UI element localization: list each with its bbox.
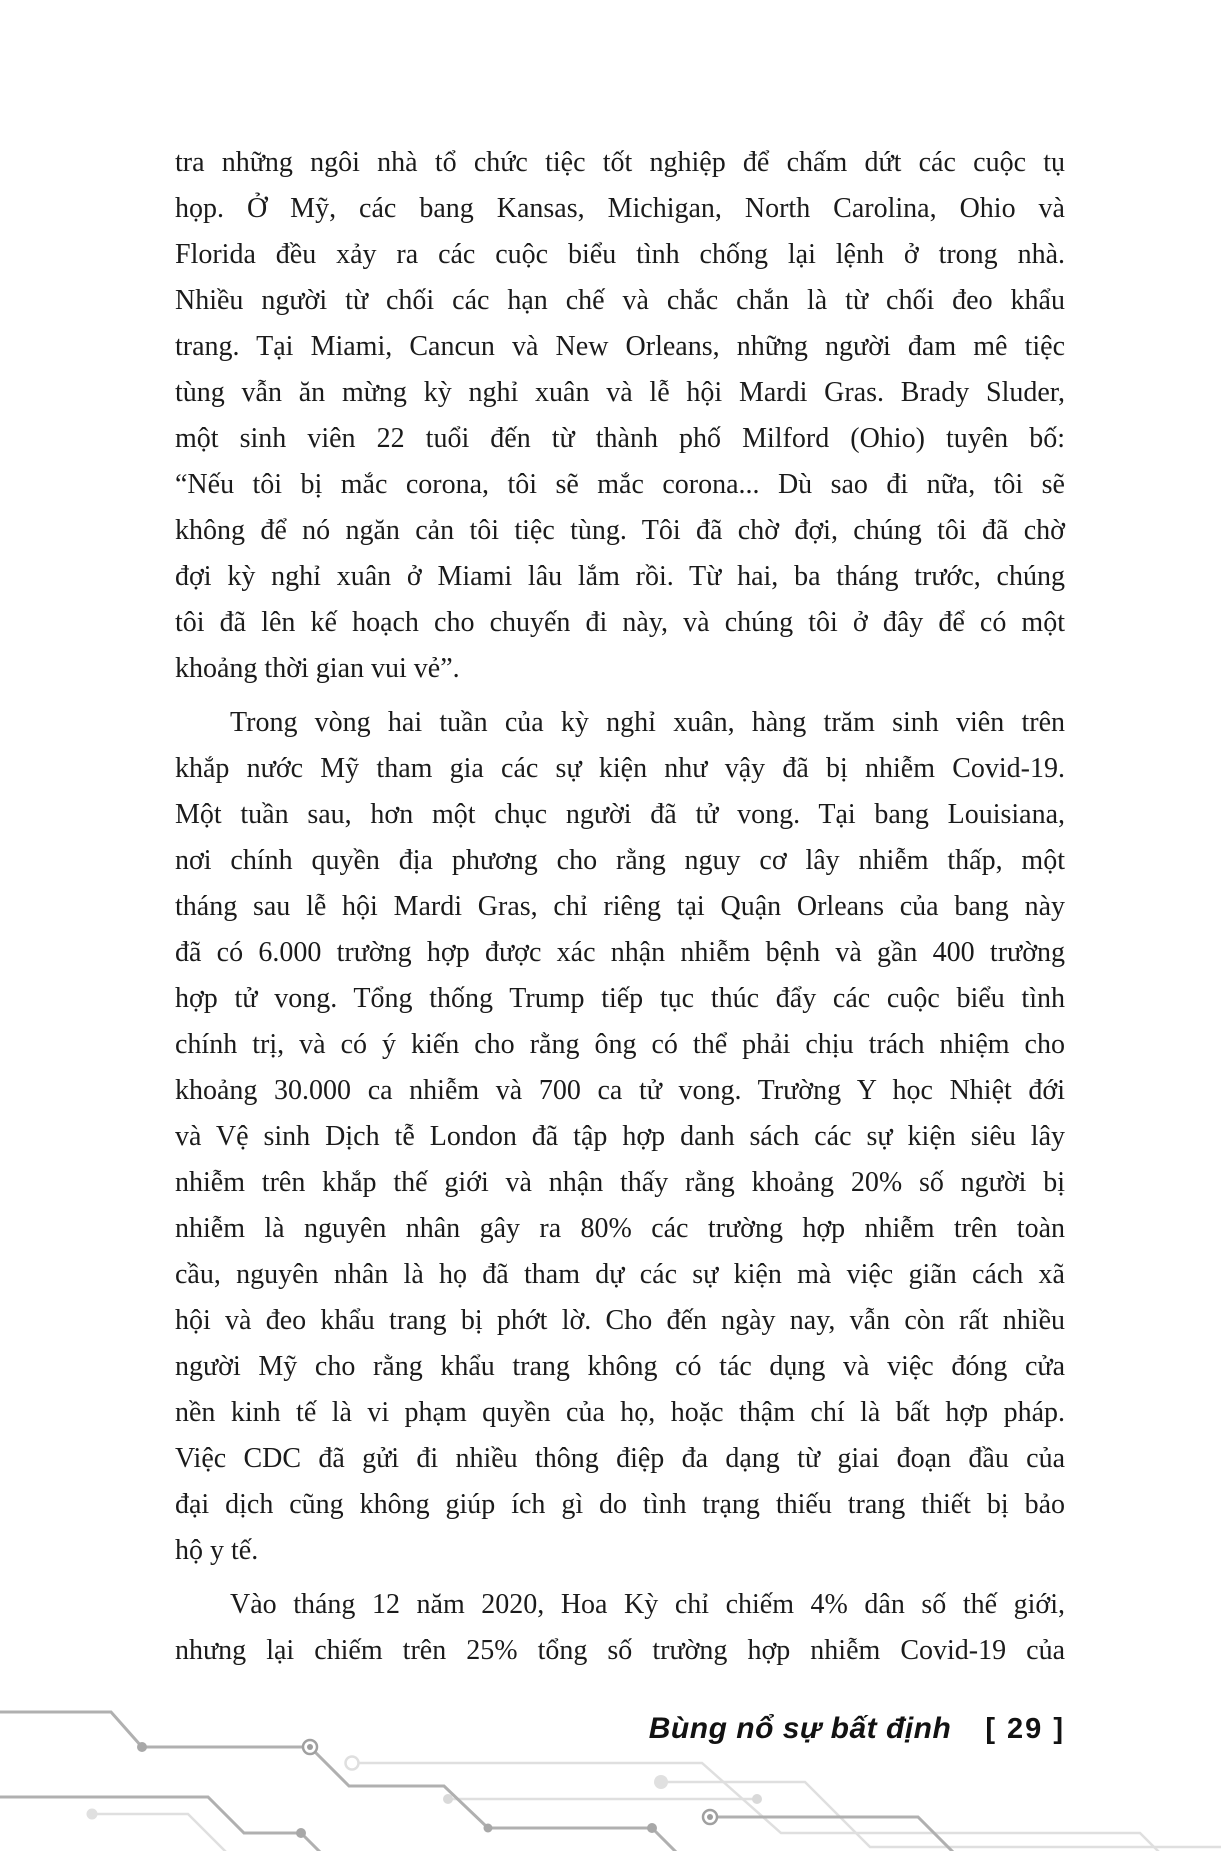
text-line-content: một sinh viên 22 tuổi đến từ thành phố Milford (Ohio) tuyên bố: (175, 423, 1065, 454)
text-line-content: cầu, nguyên nhân là họ đã tham dự các sự kiện mà việc giãn cách xã (175, 1259, 1065, 1290)
circuit-node-dot-icon (87, 1809, 98, 1820)
circuit-node-dot-icon (296, 1828, 306, 1838)
text-line-content: tùng vẫn ăn mừng kỳ nghỉ xuân và lễ hội Mardi Gras. Brady Sluder, (175, 377, 1065, 408)
circuit-node-ring-icon (703, 1810, 717, 1824)
text-line (175, 1114, 1065, 1160)
text-line (175, 600, 1065, 646)
paragraph (175, 1582, 1065, 1674)
circuit-node-ring-icon (303, 1740, 317, 1754)
circuit-node-dot-icon (137, 1742, 147, 1752)
text-line-content: nền kinh tế là vi phạm quyền của họ, hoặc thậm chí là bất hợp pháp. (175, 1397, 1065, 1428)
text-line-content: và Vệ sinh Dịch tễ London đã tập hợp danh sách các sự kiện siêu lây (175, 1121, 1065, 1152)
circuit-trace (0, 1797, 344, 1851)
text-line (175, 1068, 1065, 1114)
text-line-content: người Mỹ cho rằng khẩu trang không có tác dụng và việc đóng cửa (175, 1351, 1065, 1382)
text-line (175, 884, 1065, 930)
text-line (175, 976, 1065, 1022)
text-line-content: đã có 6.000 trường hợp được xác nhận nhiễm bệnh và gần 400 trường (175, 937, 1065, 968)
text-line-content: họp. Ở Mỹ, các bang Kansas, Michigan, North Carolina, Ohio và (175, 193, 1065, 224)
paragraph (175, 140, 1065, 692)
text-line (175, 1436, 1065, 1482)
circuit-node-dot-icon (654, 1775, 668, 1789)
text-line-content: nhưng lại chiếm trên 25% tổng số trường hợp nhiễm Covid-19 của (175, 1635, 1065, 1666)
text-line-content: khắp nước Mỹ tham gia các sự kiện như vậy đã bị nhiễm Covid-19. (175, 753, 1065, 784)
book-title: Bùng nổ sự bất định (648, 1712, 952, 1745)
text-block (175, 140, 1065, 1674)
circuit-trace (359, 1763, 1168, 1851)
circuit-trace-decoration (0, 1690, 1221, 1851)
text-line (175, 278, 1065, 324)
circuit-traces-light (92, 1763, 1221, 1851)
text-line (175, 930, 1065, 976)
text-line (175, 416, 1065, 462)
circuit-node-dot-icon (647, 1823, 657, 1833)
text-line-content: tôi đã lên kế hoạch cho chuyến đi này, và chúng tôi ở đây để có một (175, 607, 1065, 638)
text-line (175, 838, 1065, 884)
text-line (175, 1252, 1065, 1298)
text-line-content: nhiễm là nguyên nhân gây ra 80% các trường hợp nhiễm trên toàn (175, 1213, 1065, 1244)
text-line-content: tra những ngôi nhà tổ chức tiệc tốt nghiệp để chấm dứt các cuộc tụ (175, 147, 1065, 178)
text-line (175, 324, 1065, 370)
text-line (175, 1206, 1065, 1252)
text-line (175, 186, 1065, 232)
text-line-content: tháng sau lễ hội Mardi Gras, chỉ riêng tại Quận Orleans của bang này (175, 891, 1065, 922)
text-line-content: nhiễm trên khắp thế giới và nhận thấy rằng khoảng 20% số người bị (175, 1167, 1065, 1198)
text-line-content: “Nếu tôi bị mắc corona, tôi sẽ mắc corona... Dù sao đi nữa, tôi sẽ (175, 469, 1065, 500)
text-line (175, 700, 1065, 746)
circuit-traces-medium (0, 1712, 959, 1851)
text-line (175, 746, 1065, 792)
circuit-node-dot-icon (484, 1824, 493, 1833)
text-line-content: hộ y tế. (175, 1535, 259, 1566)
page-number: [ 29 ] (985, 1713, 1065, 1745)
text-line-content: trang. Tại Miami, Cancun và New Orleans, những người đam mê tiệc (175, 331, 1065, 362)
paragraph (175, 700, 1065, 1574)
text-line (175, 1344, 1065, 1390)
text-line (175, 1390, 1065, 1436)
text-line (175, 1298, 1065, 1344)
text-line-content: đợi kỳ nghỉ xuân ở Miami lâu lắm rồi. Từ hai, ba tháng trước, chúng (175, 561, 1065, 592)
text-line (175, 1582, 1065, 1628)
text-line-content: Một tuần sau, hơn một chục người đã tử vong. Tại bang Louisiana, (175, 799, 1065, 830)
text-line-content: Nhiều người từ chối các hạn chế và chắc chắn là từ chối đeo khẩu (175, 285, 1065, 316)
text-line-content: hội và đeo khẩu trang bị phớt lờ. Cho đến ngày nay, vẫn còn rất nhiều (175, 1305, 1065, 1336)
text-line (175, 462, 1065, 508)
text-line-content: Florida đều xảy ra các cuộc biểu tình chống lại lệnh ở trong nhà. (175, 239, 1065, 270)
circuit-node-ring-icon (346, 1757, 359, 1770)
circuit-node-dot-icon (443, 1794, 453, 1804)
text-line (175, 370, 1065, 416)
text-line (175, 1160, 1065, 1206)
text-line-content: đại dịch cũng không giúp ích gì do tình trạng thiếu trang thiết bị bảo (175, 1489, 1065, 1520)
text-line (175, 232, 1065, 278)
circuit-trace (92, 1814, 230, 1851)
text-line-content: không để nó ngăn cản tôi tiệc tùng. Tôi đã chờ đợi, chúng tôi đã chờ (175, 515, 1065, 546)
text-line-content: khoảng thời gian vui vẻ”. (175, 653, 460, 684)
text-line (175, 1482, 1065, 1528)
circuit-trace (661, 1782, 1221, 1847)
text-line (175, 1528, 1065, 1574)
circuit-node-dot-icon (752, 1794, 762, 1804)
text-line-content: Việc CDC đã gửi đi nhiều thông điệp đa dạng từ giai đoạn đầu của (175, 1443, 1065, 1474)
text-line-content: chính trị, và có ý kiến cho rằng ông có thể phải chịu trách nhiệm cho (175, 1029, 1065, 1060)
text-line-content: Trong vòng hai tuần của kỳ nghỉ xuân, hàng trăm sinh viên trên (230, 707, 1065, 738)
circuit-trace (0, 1712, 684, 1851)
text-line-content: nơi chính quyền địa phương cho rằng nguy cơ lây nhiễm thấp, một (175, 845, 1065, 876)
text-line (175, 1628, 1065, 1674)
text-line-content: khoảng 30.000 ca nhiễm và 700 ca tử vong. Trường Y học Nhiệt đới (175, 1075, 1065, 1106)
text-line (175, 646, 1065, 692)
text-line-content: hợp tử vong. Tổng thống Trump tiếp tục thúc đẩy các cuộc biểu tình (175, 983, 1065, 1014)
text-line (175, 792, 1065, 838)
text-line (175, 1022, 1065, 1068)
text-line (175, 140, 1065, 186)
text-line (175, 508, 1065, 554)
text-line-content: Vào tháng 12 năm 2020, Hoa Kỳ chỉ chiếm 4% dân số thế giới, (230, 1589, 1065, 1620)
text-line (175, 554, 1065, 600)
